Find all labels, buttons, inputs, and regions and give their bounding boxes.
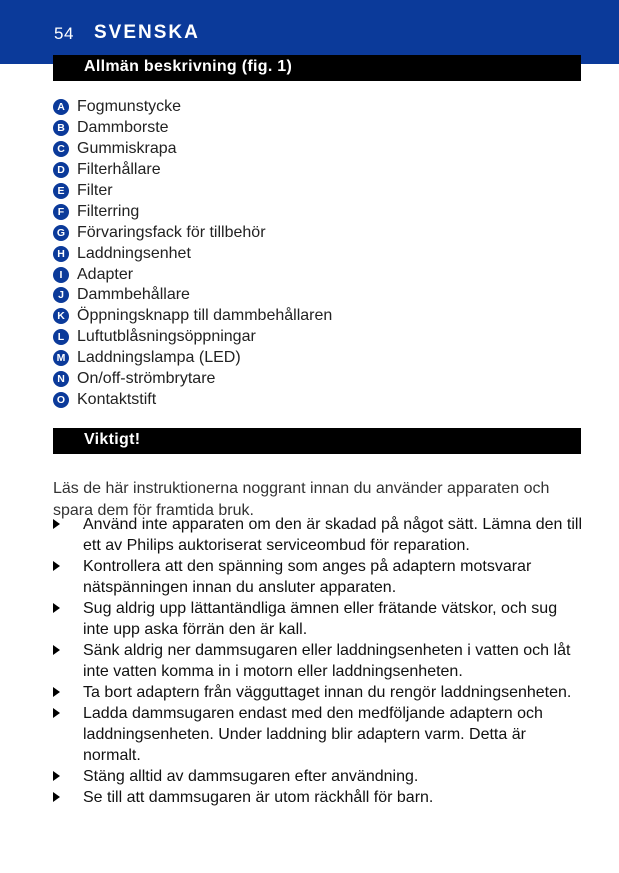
part-label: Gummiskrapa (77, 140, 177, 158)
bullet-text: Se till att dammsugaren är utom räckhåll för barn. (83, 789, 434, 806)
part-item (53, 306, 332, 327)
bullet-item (53, 766, 583, 787)
bullet-text: Använd inte apparaten om den är skadad på något sätt. Lämna den till ett av Philips auktoriserat serviceombud för reparation. (83, 516, 583, 554)
part-item (53, 97, 332, 118)
part-label: Filterhållare (77, 161, 161, 179)
letter-badge: F (53, 204, 69, 220)
letter-badge: I (53, 267, 69, 283)
part-item (53, 181, 332, 202)
letter-badge: H (53, 246, 69, 262)
part-label: Dammborste (77, 119, 169, 137)
bullet-text: Sänk aldrig ner dammsugaren eller laddningsenheten i vatten och låt inte vatten komma in i motorn eller laddningsenheten. (83, 642, 571, 680)
part-label: Förvaringsfack för tillbehör (77, 223, 266, 241)
bullet-item (53, 514, 583, 556)
safety-bullet-list (53, 514, 583, 808)
letter-badge: M (53, 350, 69, 366)
bullet-triangle-icon (53, 771, 60, 781)
letter-badge: O (53, 392, 69, 408)
part-item (53, 139, 332, 160)
letter-badge: K (53, 308, 69, 324)
section-title: Viktigt! (84, 431, 141, 448)
part-item (53, 201, 332, 222)
bullet-text: Ladda dammsugaren endast med den medföljande adaptern och laddningsenheten. Under laddning blir adaptern varm. Detta är normalt. (83, 705, 543, 764)
bullet-item (53, 703, 583, 766)
part-label: Laddningsenhet (77, 244, 191, 262)
part-label: Dammbehållare (77, 286, 190, 304)
part-item (53, 118, 332, 139)
bullet-triangle-icon (53, 708, 60, 718)
bullet-triangle-icon (53, 561, 60, 571)
part-label: On/off-strömbrytare (77, 370, 216, 388)
bullet-text: Stäng alltid av dammsugaren efter användning. (83, 768, 419, 785)
letter-badge: J (53, 287, 69, 303)
part-item (53, 160, 332, 181)
bullet-triangle-icon (53, 645, 60, 655)
bullet-triangle-icon (53, 519, 60, 529)
intro-paragraph: Läs de här instruktionerna noggrant innan du använder apparaten och spara dem för framtida bruk. (53, 480, 550, 519)
part-label: Kontaktstift (77, 390, 157, 408)
part-item (53, 285, 332, 306)
section-heading-general-description (53, 55, 581, 81)
part-item (53, 264, 332, 285)
letter-badge: N (53, 371, 69, 387)
bullet-text: Kontrollera att den spänning som anges på adaptern motsvarar nätspänningen innan du ansluter apparaten. (83, 558, 532, 596)
part-label: Luftutblåsningsöppningar (77, 328, 256, 346)
bullet-text: Ta bort adaptern från vägguttaget innan du rengör laddningsenheten. (83, 684, 572, 701)
bullet-item (53, 640, 583, 682)
part-label: Adapter (77, 265, 134, 283)
part-label: Filter (77, 182, 113, 199)
part-item (53, 369, 332, 390)
parts-list (53, 97, 332, 410)
section-heading-important (53, 428, 581, 454)
part-item (53, 327, 332, 348)
part-label: Öppningsknapp till dammbehållaren (77, 307, 333, 325)
letter-badge: B (53, 120, 69, 136)
bullet-text: Sug aldrig upp lättantändliga ämnen eller frätande vätskor, och sug inte upp aska förrän den är kall. (83, 600, 558, 638)
letter-badge: C (53, 141, 69, 157)
bullet-triangle-icon (53, 603, 60, 613)
part-item (53, 243, 332, 264)
part-label: Laddningslampa (LED) (77, 349, 241, 367)
part-label: Filterring (77, 202, 140, 220)
part-item (53, 348, 332, 369)
part-item (53, 389, 332, 410)
letter-badge: E (53, 183, 69, 199)
letter-badge: L (53, 329, 69, 345)
bullet-triangle-icon (53, 792, 60, 802)
bullet-item (53, 682, 583, 703)
bullet-item (53, 787, 583, 808)
part-label: Fogmunstycke (77, 98, 182, 116)
part-item (53, 222, 332, 243)
bullet-item (53, 598, 583, 640)
language-title: SVENSKA (94, 22, 200, 43)
letter-badge: A (53, 99, 69, 115)
bullet-item (53, 556, 583, 598)
page-number: 54 (54, 24, 74, 43)
section-title: Allmän beskrivning (fig. 1) (84, 58, 293, 75)
letter-badge: D (53, 162, 69, 178)
letter-badge: G (53, 225, 69, 241)
bullet-triangle-icon (53, 687, 60, 697)
